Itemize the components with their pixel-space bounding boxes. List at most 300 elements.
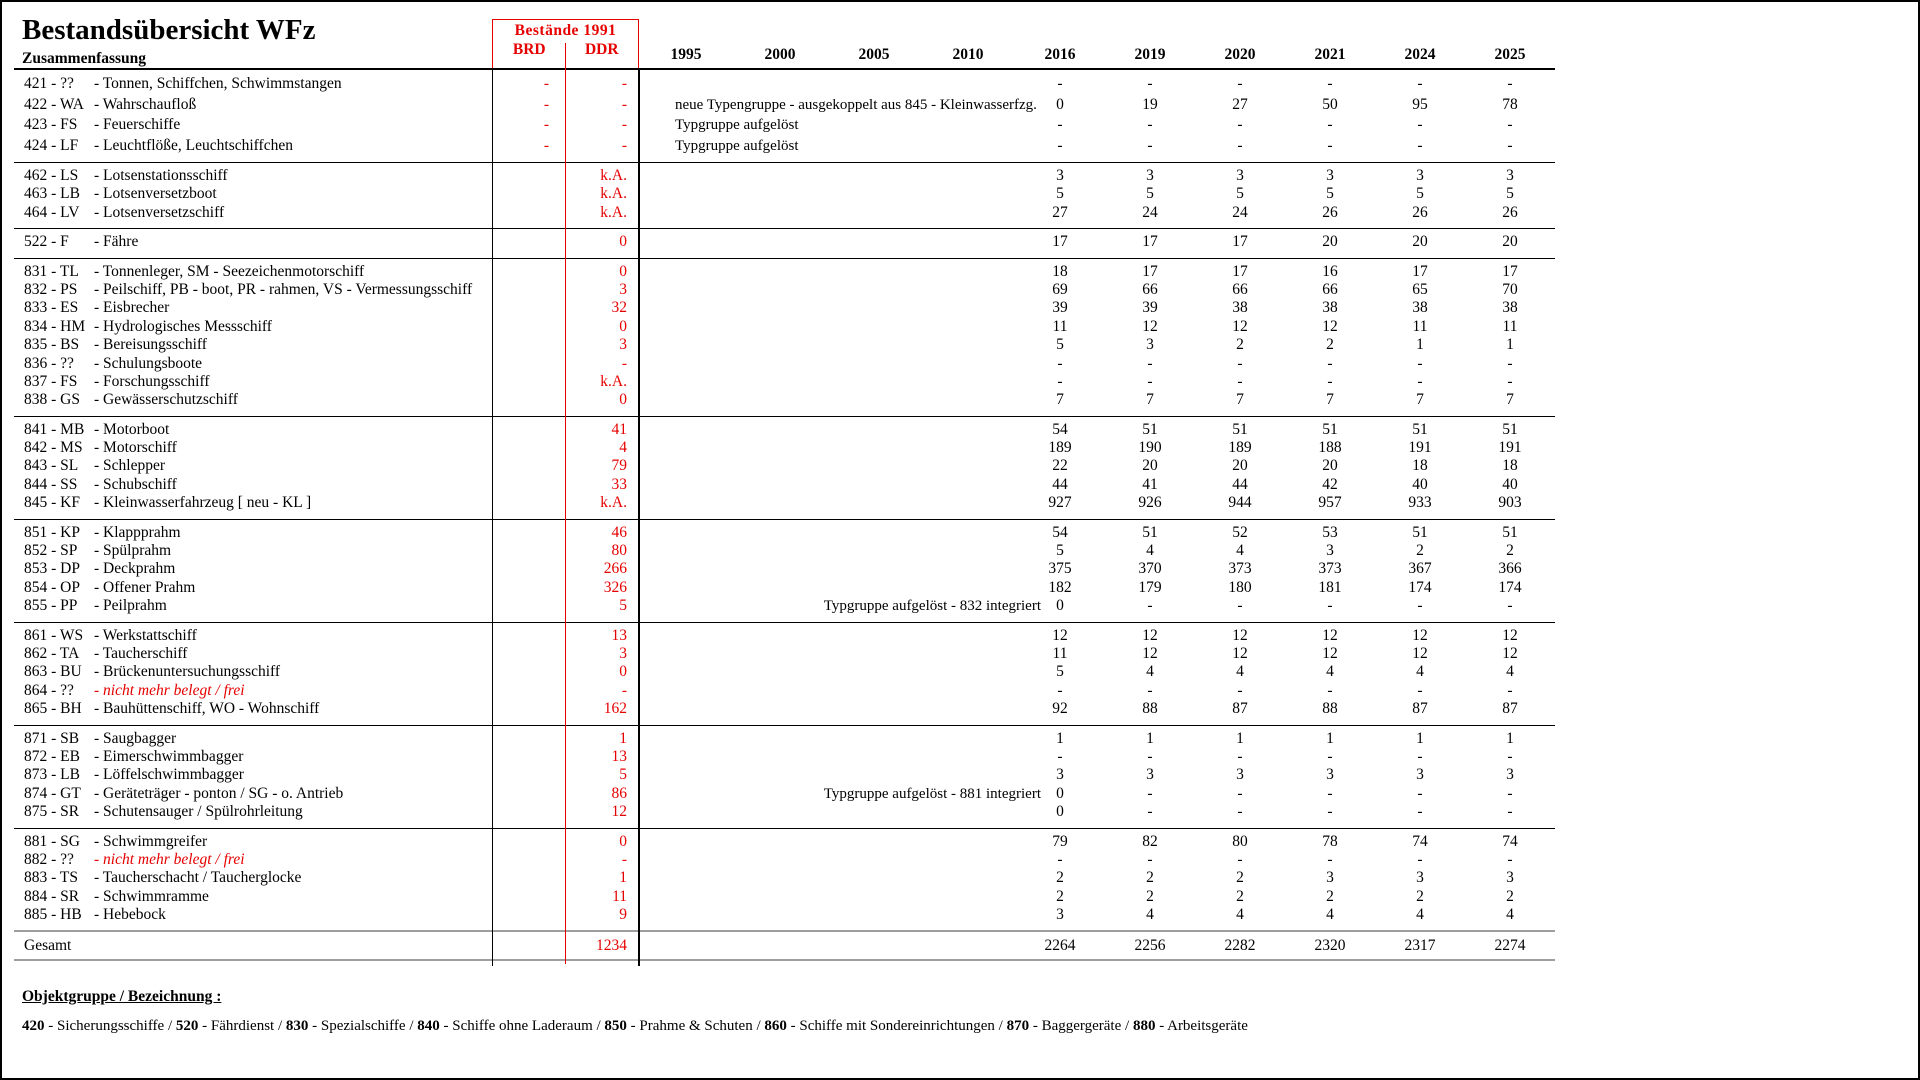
brd-value bbox=[492, 663, 565, 681]
row-code: 463 - LB bbox=[24, 185, 80, 203]
table-row bbox=[14, 542, 1555, 560]
year-value: - bbox=[1147, 75, 1153, 92]
year-value: 42 bbox=[1322, 475, 1338, 493]
brd-value bbox=[492, 682, 565, 700]
legend-item: 880 - Arbeitsgeräte bbox=[1132, 1018, 1248, 1034]
year-value: 2 bbox=[1146, 869, 1154, 887]
row-label bbox=[14, 766, 492, 784]
year-value: - bbox=[1147, 747, 1153, 765]
row-name: - Hydrologisches Messschiff bbox=[94, 317, 272, 335]
year-value: 4 bbox=[1326, 906, 1334, 924]
year-value: 5 bbox=[1236, 185, 1244, 203]
row-note bbox=[639, 803, 1015, 821]
brd-ddr-divider bbox=[565, 43, 566, 964]
year-value: - bbox=[1327, 747, 1333, 765]
ddr-value: 0 bbox=[619, 391, 627, 409]
row-code: 882 - ?? bbox=[24, 850, 74, 868]
year-value: 191 bbox=[1408, 439, 1432, 457]
year-value: 2 bbox=[1416, 887, 1424, 905]
row-name: - Hebebock bbox=[94, 906, 166, 924]
row-code: 884 - SR bbox=[24, 887, 80, 905]
row-name: - Feuerschiffe bbox=[94, 116, 181, 133]
year-value: - bbox=[1507, 136, 1513, 154]
year-value: - bbox=[1417, 747, 1423, 765]
year-value: 3 bbox=[1506, 167, 1514, 184]
row-label bbox=[14, 597, 492, 615]
total-year-value: 2256 bbox=[1134, 937, 1166, 955]
year-value: - bbox=[1147, 597, 1153, 615]
year-value: 927 bbox=[1048, 494, 1072, 512]
row-note bbox=[639, 336, 1015, 354]
year-value: 20 bbox=[1142, 457, 1158, 475]
year-value: 40 bbox=[1502, 475, 1518, 493]
row-name: - Peilschiff, PB - boot, PR - rahmen, VS - Vermessungsschiff bbox=[94, 280, 473, 298]
year-value: 174 bbox=[1498, 578, 1522, 596]
row-name: - Gewässerschutzschiff bbox=[94, 391, 238, 409]
row-note bbox=[639, 579, 1015, 597]
row-note bbox=[639, 888, 1015, 906]
table-row bbox=[14, 204, 1555, 222]
row-name: - Motorboot bbox=[94, 420, 170, 438]
year-value: 11 bbox=[1412, 317, 1428, 335]
inventory-table bbox=[14, 70, 1555, 961]
brd-value bbox=[492, 524, 565, 542]
row-label bbox=[14, 391, 492, 409]
year-value: 18 bbox=[1502, 457, 1518, 475]
table-group bbox=[14, 163, 1555, 229]
row-note bbox=[639, 730, 1015, 748]
table-row bbox=[14, 888, 1555, 906]
year-value: 3 bbox=[1506, 766, 1514, 784]
year-value: 2 bbox=[1506, 887, 1514, 905]
row-code: 865 - BH bbox=[24, 700, 82, 718]
table-row bbox=[14, 524, 1555, 542]
table-row bbox=[14, 439, 1555, 457]
row-name: - Eisbrecher bbox=[94, 299, 170, 317]
year-header: 2021 bbox=[1314, 46, 1346, 63]
row-note bbox=[639, 115, 1015, 136]
row-label bbox=[14, 560, 492, 578]
table-row bbox=[14, 803, 1555, 821]
row-name: - Schutensauger / Spülrohrleitung bbox=[94, 803, 303, 821]
brd-value bbox=[492, 421, 565, 439]
year-value: - bbox=[1327, 372, 1333, 390]
year-value: - bbox=[1057, 681, 1063, 699]
year-value: 5 bbox=[1146, 185, 1154, 203]
row-name: - nicht mehr belegt / frei bbox=[94, 850, 245, 868]
year-value: 87 bbox=[1502, 700, 1518, 718]
table-group bbox=[14, 229, 1555, 258]
table-row bbox=[14, 115, 1555, 136]
year-value: 3 bbox=[1236, 167, 1244, 184]
row-label bbox=[14, 421, 492, 439]
row-label bbox=[14, 645, 492, 663]
year-value: 16 bbox=[1322, 262, 1338, 280]
legend-item: 830 - Spezialschiffe bbox=[285, 1018, 406, 1034]
legend-item: 420 - Sicherungsschiffe bbox=[22, 1018, 165, 1034]
brd-value bbox=[492, 748, 565, 766]
year-value: - bbox=[1057, 850, 1063, 868]
total-row bbox=[14, 930, 1555, 961]
year-value: 69 bbox=[1052, 280, 1068, 298]
row-label bbox=[14, 74, 492, 95]
year-value: 12 bbox=[1232, 644, 1248, 662]
row-note bbox=[639, 906, 1015, 924]
table-group bbox=[14, 726, 1555, 829]
legend-item: 870 - Baggergeräte bbox=[1006, 1018, 1122, 1034]
table-row bbox=[14, 457, 1555, 475]
year-value: 2 bbox=[1056, 869, 1064, 887]
row-name: - Werkstattschiff bbox=[94, 626, 197, 644]
legend-code: 830 bbox=[285, 1018, 309, 1034]
ddr-value: 4 bbox=[619, 439, 627, 457]
year-value: 12 bbox=[1322, 626, 1338, 644]
total-year-value: 2274 bbox=[1494, 937, 1526, 955]
row-label bbox=[14, 579, 492, 597]
year-value: 2 bbox=[1326, 336, 1334, 354]
row-code: 464 - LV bbox=[24, 203, 80, 221]
year-value: - bbox=[1057, 116, 1063, 133]
row-note bbox=[639, 645, 1015, 663]
row-label bbox=[14, 336, 492, 354]
page-title: Bestandsübersicht WFz bbox=[22, 14, 316, 46]
year-value: - bbox=[1327, 681, 1333, 699]
ddr-value: k.A. bbox=[600, 185, 627, 203]
year-value: - bbox=[1147, 136, 1153, 154]
table-row bbox=[14, 579, 1555, 597]
row-note bbox=[639, 494, 1015, 512]
ddr-value: 0 bbox=[619, 663, 627, 681]
year-value: 174 bbox=[1408, 578, 1432, 596]
total-year-value: 2317 bbox=[1404, 937, 1436, 955]
bestand-box-title: Bestände 1991 bbox=[514, 22, 617, 39]
row-code: 834 - HM bbox=[24, 317, 86, 335]
row-name: - Schubschiff bbox=[94, 475, 177, 493]
row-note bbox=[639, 204, 1015, 222]
row-code: 832 - PS bbox=[24, 280, 78, 298]
year-value: 3 bbox=[1056, 766, 1064, 784]
year-value: 5 bbox=[1416, 185, 1424, 203]
ddr-value: 3 bbox=[619, 280, 627, 298]
year-value: 191 bbox=[1498, 439, 1522, 457]
row-name: - Brückenuntersuchungsschiff bbox=[94, 663, 281, 681]
year-value: 1 bbox=[1506, 729, 1514, 747]
year-value: 179 bbox=[1138, 578, 1162, 596]
legend-code: 870 bbox=[1006, 1018, 1030, 1034]
row-code: 862 - TA bbox=[24, 644, 80, 662]
legend-code: 840 bbox=[417, 1018, 440, 1034]
row-note bbox=[639, 318, 1015, 336]
table-row bbox=[14, 299, 1555, 317]
year-value: - bbox=[1417, 681, 1423, 699]
table-row bbox=[14, 560, 1555, 578]
row-note bbox=[639, 748, 1015, 766]
year-value: - bbox=[1237, 747, 1243, 765]
year-value: - bbox=[1057, 354, 1063, 372]
year-value: 2 bbox=[1236, 887, 1244, 905]
year-value: 957 bbox=[1318, 494, 1342, 512]
row-label bbox=[14, 748, 492, 766]
table-row bbox=[14, 318, 1555, 336]
table-row bbox=[14, 136, 1555, 157]
year-value: 41 bbox=[1142, 475, 1158, 493]
year-value: 20 bbox=[1322, 457, 1338, 475]
year-value: 50 bbox=[1322, 95, 1338, 113]
year-value: - bbox=[1417, 372, 1423, 390]
row-code: 836 - ?? bbox=[24, 354, 74, 372]
table-row bbox=[14, 730, 1555, 748]
row-note bbox=[639, 682, 1015, 700]
footer-legend: 420 - Sicherungsschiffe / 520 - Fährdienst / 830 - Spezialschiffe / 840 - Schiffe ohne Laderaum / 850 - Prahme & Schuten / 860 - Schiffe mit Sondereinrichtungen / 870 - Baggergeräte / 880 - Arbeitsgeräte bbox=[22, 1018, 1248, 1034]
total-year-value: 2320 bbox=[1314, 937, 1346, 955]
row-code: 835 - BS bbox=[24, 336, 80, 354]
brd-value: - bbox=[543, 75, 549, 92]
brd-value bbox=[492, 476, 565, 494]
year-value: 79 bbox=[1052, 832, 1068, 850]
year-value: - bbox=[1417, 803, 1423, 821]
year-value: 17 bbox=[1232, 262, 1248, 280]
legend-code: 860 bbox=[764, 1018, 787, 1034]
table-group bbox=[14, 829, 1555, 931]
year-value: 51 bbox=[1502, 523, 1518, 541]
ddr-value: 5 bbox=[619, 766, 627, 784]
year-value: - bbox=[1237, 354, 1243, 372]
year-value: - bbox=[1237, 850, 1243, 868]
year-value: 181 bbox=[1318, 578, 1342, 596]
year-value: 4 bbox=[1506, 663, 1514, 681]
row-label bbox=[14, 299, 492, 317]
year-value: 74 bbox=[1412, 832, 1428, 850]
legend-item: 840 - Schiffe ohne Laderaum bbox=[417, 1018, 593, 1034]
year-value: 3 bbox=[1146, 167, 1154, 184]
year-value: 7 bbox=[1326, 391, 1334, 409]
row-code: 831 - TL bbox=[24, 262, 79, 280]
year-value: 3 bbox=[1326, 766, 1334, 784]
page-subtitle: Zusammenfassung bbox=[22, 50, 147, 67]
year-value: - bbox=[1507, 850, 1513, 868]
table-group bbox=[14, 70, 1555, 163]
table-body bbox=[14, 70, 1555, 930]
ddr-value: 41 bbox=[611, 420, 627, 438]
year-value: - bbox=[1507, 116, 1513, 133]
table-row bbox=[14, 281, 1555, 299]
year-value: - bbox=[1057, 372, 1063, 390]
year-value: 1 bbox=[1506, 336, 1514, 354]
brd-value: - bbox=[543, 136, 549, 154]
year-value: 0 bbox=[1056, 95, 1064, 113]
ddr-value: 79 bbox=[611, 457, 627, 475]
year-value: 88 bbox=[1322, 700, 1338, 718]
year-value: - bbox=[1417, 354, 1423, 372]
year-value: 88 bbox=[1142, 700, 1158, 718]
row-code: 423 - FS bbox=[24, 116, 78, 133]
row-code: 883 - TS bbox=[24, 869, 78, 887]
ddr-value: 0 bbox=[619, 233, 627, 251]
ddr-value: 1 bbox=[619, 729, 627, 747]
brd-value bbox=[492, 185, 565, 203]
brd-value bbox=[492, 906, 565, 924]
row-note bbox=[639, 373, 1015, 391]
row-note bbox=[639, 355, 1015, 373]
year-value: 74 bbox=[1502, 832, 1518, 850]
year-value: 3 bbox=[1326, 542, 1334, 560]
brd-value bbox=[492, 233, 565, 251]
year-value: 26 bbox=[1412, 203, 1428, 221]
year-value: 3 bbox=[1326, 869, 1334, 887]
row-label bbox=[14, 204, 492, 222]
row-label bbox=[14, 115, 492, 136]
year-value: 12 bbox=[1502, 626, 1518, 644]
row-label bbox=[14, 869, 492, 887]
ddr-value: - bbox=[621, 136, 627, 154]
year-value: - bbox=[1417, 597, 1423, 615]
row-name: - Offener Prahm bbox=[94, 578, 196, 596]
legend-code: 880 bbox=[1132, 1018, 1156, 1034]
year-value: 17 bbox=[1412, 262, 1428, 280]
year-value: 0 bbox=[1056, 784, 1064, 802]
row-code: 853 - DP bbox=[24, 560, 80, 578]
brd-value: - bbox=[543, 116, 549, 133]
brd-value bbox=[492, 627, 565, 645]
row-name: - Lotsenversetzschiff bbox=[94, 203, 225, 221]
year-value: 1 bbox=[1236, 729, 1244, 747]
table-row bbox=[14, 663, 1555, 681]
table-row bbox=[14, 645, 1555, 663]
row-note bbox=[639, 542, 1015, 560]
year-value: 3 bbox=[1146, 336, 1154, 354]
row-note bbox=[639, 74, 1015, 95]
row-note bbox=[639, 597, 1041, 615]
row-label bbox=[14, 494, 492, 512]
ddr-value: k.A. bbox=[600, 203, 627, 221]
brd-value bbox=[492, 336, 565, 354]
footer-heading: Objektgruppe / Bezeichnung : bbox=[22, 988, 222, 1005]
brd-value bbox=[492, 803, 565, 821]
year-value: 51 bbox=[1412, 420, 1428, 438]
row-name: - Bereisungsschiff bbox=[94, 336, 207, 354]
ddr-value: 13 bbox=[611, 626, 627, 644]
year-value: 3 bbox=[1506, 869, 1514, 887]
row-name: - Schlepper bbox=[94, 457, 166, 475]
brd-value bbox=[492, 391, 565, 409]
year-value: - bbox=[1147, 850, 1153, 868]
ddr-value: - bbox=[621, 850, 627, 868]
table-row bbox=[14, 74, 1555, 95]
note-text: Typgruppe aufgelöst - 881 integriert bbox=[823, 785, 1041, 802]
year-value: 78 bbox=[1322, 832, 1338, 850]
ddr-value: 9 bbox=[619, 906, 627, 924]
year-value: - bbox=[1057, 75, 1063, 92]
ddr-value: 33 bbox=[611, 475, 627, 493]
row-label bbox=[14, 439, 492, 457]
year-value: - bbox=[1147, 116, 1153, 133]
row-note bbox=[639, 851, 1015, 869]
year-value: 17 bbox=[1502, 262, 1518, 280]
row-note bbox=[639, 457, 1015, 475]
table-row bbox=[14, 233, 1555, 251]
brd-value bbox=[492, 579, 565, 597]
year-value: 17 bbox=[1142, 262, 1158, 280]
year-value: 20 bbox=[1412, 233, 1428, 251]
row-name: - Schulungsboote bbox=[94, 354, 203, 372]
year-value: 182 bbox=[1048, 578, 1072, 596]
ddr-value: 1 bbox=[619, 869, 627, 887]
row-label bbox=[14, 136, 492, 157]
year-value: 3 bbox=[1416, 766, 1424, 784]
year-value: 180 bbox=[1228, 578, 1252, 596]
year-value: 26 bbox=[1502, 203, 1518, 221]
row-code: 875 - SR bbox=[24, 803, 80, 821]
year-value: 7 bbox=[1146, 391, 1154, 409]
table-row bbox=[14, 476, 1555, 494]
row-code: 421 - ?? bbox=[24, 75, 74, 92]
row-code: 838 - GS bbox=[24, 391, 80, 409]
ddr-value: - bbox=[621, 354, 627, 372]
row-name: - Tonnen, Schiffchen, Schwimmstangen bbox=[94, 75, 342, 92]
year-value: 4 bbox=[1236, 906, 1244, 924]
year-value: 19 bbox=[1142, 95, 1158, 113]
row-code: 833 - ES bbox=[24, 299, 79, 317]
ddr-value: - bbox=[621, 116, 627, 133]
year-value: 95 bbox=[1412, 95, 1428, 113]
table-row bbox=[14, 494, 1555, 512]
year-value: - bbox=[1327, 784, 1333, 802]
row-label bbox=[14, 524, 492, 542]
year-value: 1 bbox=[1416, 336, 1424, 354]
legend-item: 850 - Prahme & Schuten bbox=[604, 1018, 753, 1034]
row-name: - Motorschiff bbox=[94, 439, 177, 457]
year-value: 18 bbox=[1412, 457, 1428, 475]
legend-item: 520 - Fährdienst bbox=[175, 1018, 275, 1034]
row-note bbox=[639, 233, 1015, 251]
table-row bbox=[14, 627, 1555, 645]
row-note bbox=[639, 263, 1015, 281]
brd-value bbox=[492, 645, 565, 663]
year-value: 3 bbox=[1056, 906, 1064, 924]
year-header: 2016 bbox=[1044, 46, 1076, 63]
row-code: 841 - MB bbox=[24, 420, 85, 438]
year-value: 373 bbox=[1318, 560, 1342, 578]
row-label bbox=[14, 185, 492, 203]
year-value: 82 bbox=[1142, 832, 1158, 850]
table-row bbox=[14, 95, 1555, 116]
year-value: - bbox=[1147, 372, 1153, 390]
note-text: Typgruppe aufgelöst - 832 integriert bbox=[823, 598, 1041, 615]
ddr-value: 80 bbox=[611, 542, 627, 560]
row-label bbox=[14, 682, 492, 700]
year-value: 5 bbox=[1506, 185, 1514, 203]
row-label bbox=[14, 281, 492, 299]
row-label bbox=[14, 663, 492, 681]
year-value: 0 bbox=[1056, 597, 1064, 615]
year-value: 51 bbox=[1322, 420, 1338, 438]
row-note bbox=[639, 136, 1015, 157]
row-name: - nicht mehr belegt / frei bbox=[94, 681, 245, 699]
year-value: 5 bbox=[1056, 336, 1064, 354]
year-header: 2010 bbox=[952, 46, 984, 63]
year-value: 2 bbox=[1236, 869, 1244, 887]
year-value: - bbox=[1237, 597, 1243, 615]
total-brd-value bbox=[492, 932, 565, 959]
year-header: 2025 bbox=[1494, 46, 1526, 63]
row-name: - Saugbagger bbox=[94, 729, 177, 747]
year-header: 2020 bbox=[1224, 46, 1256, 63]
table-row bbox=[14, 391, 1555, 409]
year-value: - bbox=[1237, 784, 1243, 802]
legend-item: 860 - Schiffe mit Sondereinrichtungen bbox=[764, 1018, 995, 1034]
year-value: 18 bbox=[1052, 262, 1068, 280]
brd-value: - bbox=[543, 95, 549, 113]
